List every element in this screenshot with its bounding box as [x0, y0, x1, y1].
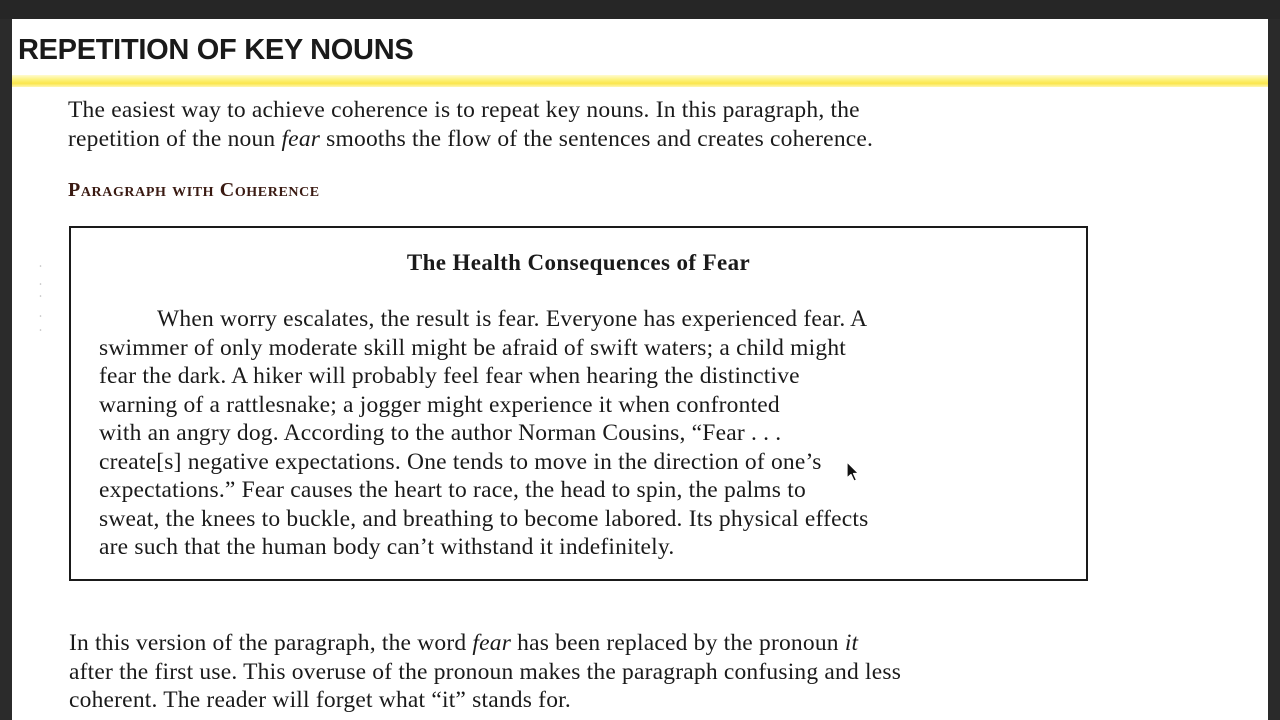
example-line: fear the dark. A hiker will probably feel fear when hearing the distinctive	[99, 363, 800, 389]
outro-line: coherent. The reader will forget what “it” stands for.	[69, 687, 571, 713]
example-title: The Health Consequences of Fear	[406, 250, 751, 275]
window-top-bar	[0, 0, 1280, 19]
example-line: expectations.” Fear causes the heart to race, the head to spin, the palms to	[99, 477, 806, 503]
emphasized-word: fear	[281, 125, 321, 152]
outro-line: after the first use. This overuse of the pronoun makes the paragraph confusing and less	[69, 658, 902, 685]
right-edge	[1268, 19, 1280, 720]
example-line: with an angry dog. According to the author Norman Cousins, “Fear . . .	[99, 420, 782, 446]
intro-text: smooths the flow of the sentences and creates coherence.	[320, 125, 874, 152]
outro-paragraph	[69, 629, 1129, 715]
example-line: are such that the human body can’t withstand it indefinitely.	[99, 534, 675, 560]
intro-paragraph	[68, 96, 1118, 153]
heading-highlight-rule	[12, 75, 1268, 87]
intro-line	[68, 125, 1118, 154]
example-line: swimmer of only moderate skill might be afraid of swift waters; a child might	[99, 334, 846, 361]
example-box	[69, 226, 1088, 581]
outro-text: In this version of the paragraph, the word	[69, 630, 473, 656]
document-page	[12, 19, 1268, 720]
intro-line: The easiest way to achieve coherence is to repeat key nouns. In this paragraph, the	[68, 97, 860, 123]
intro-text: repetition of the noun	[68, 125, 282, 152]
mouse-pointer-icon	[846, 461, 862, 483]
example-line: create[s] negative expectations. One tends to move in the direction of one’s	[99, 448, 822, 475]
emphasized-word: fear	[472, 630, 512, 656]
example-paragraph	[99, 305, 1059, 562]
section-heading: REPETITION OF KEY NOUNS	[18, 34, 414, 66]
example-subheading: Paragraph with Coherence	[68, 179, 320, 201]
emphasized-word: it	[844, 630, 859, 656]
example-line: warning of a rattlesnake; a jogger might experience it when confronted	[99, 391, 780, 418]
example-line: sweat, the knees to buckle, and breathing to become labored. Its physical effects	[99, 505, 869, 532]
example-line: When worry escalates, the result is fear. Everyone has experienced fear. A	[157, 306, 868, 332]
outro-text: has been replaced by the pronoun	[511, 630, 845, 656]
margin-marks	[39, 264, 42, 334]
outro-line	[69, 629, 1129, 658]
